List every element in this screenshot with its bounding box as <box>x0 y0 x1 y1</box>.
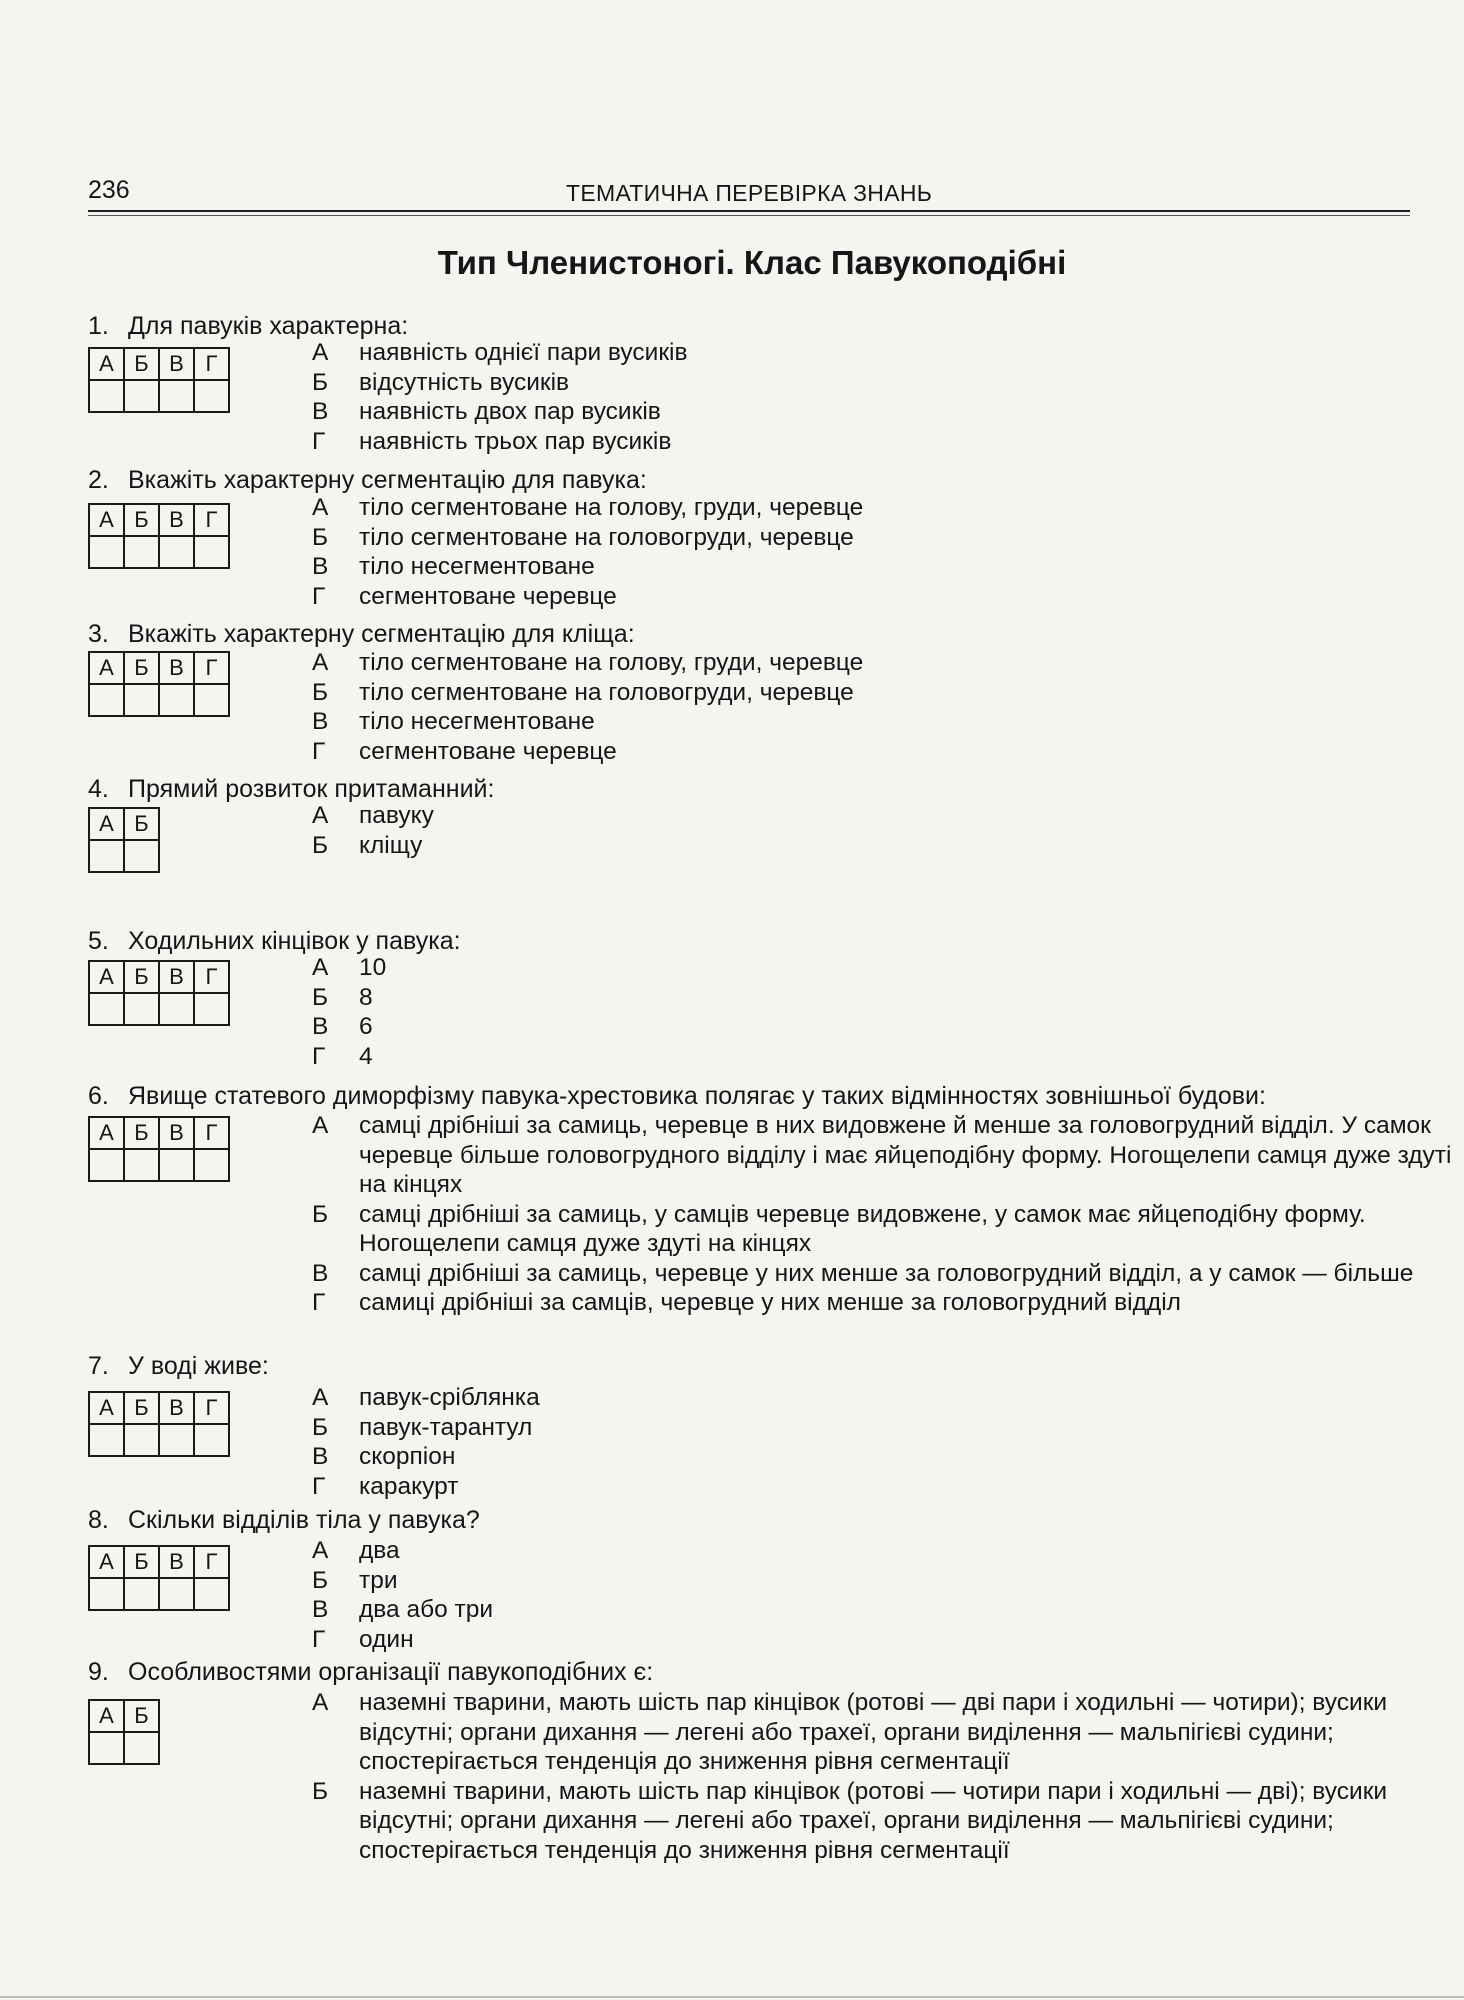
answer-cell[interactable] <box>89 380 124 412</box>
option-text: тіло сегментоване на голову, груди, черевце <box>359 494 864 521</box>
answer-cell[interactable] <box>194 1424 229 1456</box>
option-text: наземні тварини, мають шість пар кінцівок (ротові — дві пари і ходильні — чотири); вусики відсутні; органи дихання — легені або трахеї, органи виділення — мальпігієві судини; спостерігається тенденція до зниження рівня сегментації <box>359 1689 1388 1775</box>
question-text <box>88 1352 269 1381</box>
option-letter: Г <box>312 1042 326 1070</box>
page-number: 236 <box>88 176 130 204</box>
answer-cell[interactable] <box>124 1149 159 1181</box>
question-text <box>88 466 647 495</box>
answer-grid <box>88 1545 230 1611</box>
answer-options <box>312 1536 1464 1654</box>
option-letter: В <box>312 708 329 735</box>
answer-option <box>312 1688 1464 1777</box>
question-number: 3. <box>88 620 109 648</box>
option-text: самиці дрібніші за самців, черевце у них менше за головогрудний відділ <box>359 1289 1181 1316</box>
option-text: павук-сріблянка <box>359 1384 540 1411</box>
answer-cell[interactable] <box>159 536 194 568</box>
answer-cell[interactable] <box>159 1149 194 1181</box>
question-number: 2. <box>88 466 109 494</box>
answer-options <box>312 953 1464 1071</box>
answer-cell[interactable] <box>159 1424 194 1456</box>
answer-grid <box>88 503 230 569</box>
answer-options <box>312 1383 1464 1501</box>
option-letter: Б <box>312 678 329 706</box>
option-text: павук-тарантул <box>359 1413 533 1441</box>
answer-grid-letter: В <box>159 348 194 380</box>
option-text: 4 <box>359 1042 373 1070</box>
option-letter: Б <box>312 1566 329 1594</box>
option-text: сегментоване черевце <box>359 582 617 610</box>
option-text: наземні тварини, мають шість пар кінцівок (ротові — чотири пари і ходильні — дві); вусики відсутні; органи дихання — легені або трахеї, органи виділення — мальпігієві судини; спостерігається тенденція до зниження рівня сегментації <box>359 1777 1388 1864</box>
question-text <box>88 1506 480 1535</box>
question-number: 8. <box>88 1506 109 1534</box>
answer-options <box>312 1688 1464 1865</box>
answer-grid <box>88 651 230 717</box>
question-text <box>88 775 494 804</box>
answer-option <box>312 427 1464 457</box>
answer-grid-letter: А <box>89 961 124 993</box>
answer-option <box>312 523 1464 553</box>
answer-grid <box>88 1391 230 1457</box>
question-number: 9. <box>88 1658 109 1686</box>
option-letter: А <box>312 1112 329 1139</box>
question-text <box>88 312 408 341</box>
answer-grid-letter: Б <box>124 1546 159 1578</box>
answer-grid-letter: В <box>159 504 194 536</box>
answer-grid-letter: Б <box>124 504 159 536</box>
answer-grid-letter: А <box>89 1546 124 1578</box>
answer-cell[interactable] <box>159 993 194 1025</box>
question-number: 1. <box>88 312 109 340</box>
question-prompt: Скільки відділів тіла у павука? <box>128 1506 480 1534</box>
answer-cell[interactable] <box>124 536 159 568</box>
answer-option <box>312 1042 1464 1072</box>
question-prompt: Вкажіть характерну сегментацію для кліща: <box>128 620 635 648</box>
answer-cell[interactable] <box>124 1732 159 1764</box>
question-text <box>88 1658 653 1687</box>
option-letter: Г <box>312 582 326 610</box>
answer-option <box>312 552 1464 582</box>
answer-grid-letter: Г <box>194 1117 229 1149</box>
answer-grid <box>88 960 230 1026</box>
option-letter: Б <box>312 368 329 396</box>
answer-grid-letter: А <box>89 808 124 840</box>
option-text: тіло сегментоване на головогруди, черевце <box>359 678 854 706</box>
option-text: павуку <box>359 802 434 829</box>
answer-option <box>312 1413 1464 1443</box>
option-text: наявність трьох пар вусиків <box>359 427 672 455</box>
answer-grid-letter: Б <box>124 1392 159 1424</box>
answer-option <box>312 801 1464 831</box>
option-letter: А <box>312 494 329 521</box>
answer-option <box>312 397 1464 427</box>
running-title: ТЕМАТИЧНА ПЕРЕВІРКА ЗНАНЬ <box>566 180 933 206</box>
answer-option <box>312 737 1464 767</box>
answer-option <box>312 1200 1464 1259</box>
option-text: тіло несегментоване <box>359 553 595 580</box>
option-text: тіло несегментоване <box>359 708 595 735</box>
option-text: два <box>359 1537 400 1564</box>
option-letter: Г <box>312 1625 326 1653</box>
answer-options <box>312 648 1464 766</box>
answer-option <box>312 1288 1464 1318</box>
option-letter: В <box>312 1596 329 1623</box>
option-letter: Г <box>312 1472 326 1500</box>
option-letter: Б <box>312 1200 329 1228</box>
answer-grid-letter: В <box>159 1117 194 1149</box>
answer-cell[interactable] <box>194 684 229 716</box>
option-text: один <box>359 1625 414 1653</box>
answer-grid <box>88 347 230 413</box>
answer-grid-letter: Г <box>194 961 229 993</box>
answer-option <box>312 493 1464 523</box>
option-letter: Б <box>312 1777 329 1805</box>
option-letter: А <box>312 1689 329 1716</box>
answer-grid-letter: А <box>89 348 124 380</box>
answer-cell[interactable] <box>89 1149 124 1181</box>
answer-grid-letter: В <box>159 1546 194 1578</box>
answer-grid <box>88 1116 230 1182</box>
option-letter: А <box>312 802 329 829</box>
answer-options <box>312 338 1464 456</box>
answer-grid-letter: В <box>159 652 194 684</box>
option-text: три <box>359 1566 398 1594</box>
option-letter: Б <box>312 831 329 859</box>
answer-cell[interactable] <box>159 1578 194 1610</box>
question-number: 4. <box>88 775 109 803</box>
answer-grid-letter: Б <box>124 961 159 993</box>
answer-cell[interactable] <box>194 993 229 1025</box>
option-letter: Г <box>312 427 326 455</box>
answer-cell[interactable] <box>124 840 159 872</box>
answer-option <box>312 707 1464 737</box>
answer-grid-letter: Б <box>124 348 159 380</box>
answer-option <box>312 953 1464 983</box>
option-text: самці дрібніші за самиць, у самців черевце видовжене, у самок має яйцеподібну форму. Ногощелепи самця дуже здуті на кінцях <box>359 1200 1366 1257</box>
question-prompt: Прямий розвиток притаманний: <box>128 775 495 803</box>
answer-grid-letter: Г <box>194 504 229 536</box>
answer-cell[interactable] <box>194 380 229 412</box>
option-letter: А <box>312 649 329 676</box>
option-letter: А <box>312 954 329 981</box>
answer-grid-letter: Г <box>194 1392 229 1424</box>
answer-cell[interactable] <box>194 1578 229 1610</box>
option-text: 10 <box>359 954 387 981</box>
answer-grid-letter: Г <box>194 652 229 684</box>
option-text: тіло сегментоване на головогруди, черевце <box>359 523 854 551</box>
question-prompt: Особливостями організації павукоподібних є: <box>128 1658 654 1686</box>
option-letter: А <box>312 339 329 366</box>
answer-option <box>312 983 1464 1013</box>
answer-option <box>312 1595 1464 1625</box>
answer-cell[interactable] <box>124 993 159 1025</box>
answer-cell[interactable] <box>89 993 124 1025</box>
option-letter: А <box>312 1384 329 1411</box>
answer-cell[interactable] <box>159 684 194 716</box>
answer-options <box>312 493 1464 611</box>
option-letter: Г <box>312 1289 326 1316</box>
answer-grid-letter: А <box>89 652 124 684</box>
option-letter: Г <box>312 737 326 765</box>
section-title: Тип Членистоногі. Клас Павукоподібні <box>437 244 1067 281</box>
question-number: 6. <box>88 1082 109 1110</box>
option-text: наявність двох пар вусиків <box>359 398 661 425</box>
question-text <box>88 1082 1266 1111</box>
answer-cell[interactable] <box>89 1578 124 1610</box>
answer-grid-letter: Г <box>194 1546 229 1578</box>
question-prompt: У воді живе: <box>128 1352 269 1380</box>
option-letter: В <box>312 398 329 425</box>
option-text: самці дрібніші за самиць, черевце в них видовжене й менше за головогрудний відділ. У самок черевце більше головогрудного відділу і має яйцеподібну форму. Ногощелепи самця дуже здуті на кінцях <box>359 1112 1452 1198</box>
answer-options <box>312 801 1464 860</box>
answer-grid-letter: Б <box>124 652 159 684</box>
answer-grid-letter: А <box>89 1392 124 1424</box>
option-text: відсутність вусиків <box>359 368 570 396</box>
question-text <box>88 620 635 649</box>
option-text: два або три <box>359 1596 494 1623</box>
option-text: 6 <box>359 1013 373 1040</box>
question-number: 5. <box>88 927 109 955</box>
answer-grid-letter: Б <box>124 808 159 840</box>
option-text: кліщу <box>359 831 423 859</box>
answer-option <box>312 1442 1464 1472</box>
option-letter: В <box>312 1443 329 1470</box>
answer-grid-letter: А <box>89 504 124 536</box>
option-text: 8 <box>359 983 373 1011</box>
option-text: тіло сегментоване на голову, груди, черевце <box>359 649 864 676</box>
answer-option <box>312 1383 1464 1413</box>
answer-option <box>312 1259 1464 1289</box>
answer-option <box>312 368 1464 398</box>
question-prompt: Для павуків характерна: <box>128 312 409 340</box>
answer-option <box>312 1012 1464 1042</box>
answer-option <box>312 1472 1464 1502</box>
question-prompt: Ходильних кінцівок у павука: <box>128 927 461 955</box>
option-text: наявність однієї пари вусиків <box>359 339 688 366</box>
option-letter: В <box>312 1259 329 1287</box>
answer-option <box>312 1777 1464 1866</box>
option-letter: А <box>312 1537 329 1564</box>
question-number: 7. <box>88 1352 109 1380</box>
answer-option <box>312 831 1464 861</box>
answer-cell[interactable] <box>124 1424 159 1456</box>
answer-cell[interactable] <box>124 1578 159 1610</box>
question-prompt: Вкажіть характерну сегментацію для павука: <box>128 466 647 494</box>
answer-option <box>312 1625 1464 1655</box>
header-rule-thin <box>88 215 1410 216</box>
answer-cell[interactable] <box>194 1149 229 1181</box>
answer-option <box>312 1111 1464 1200</box>
answer-option <box>312 648 1464 678</box>
option-letter: Б <box>312 523 329 551</box>
answer-grid-letter: В <box>159 961 194 993</box>
answer-cell[interactable] <box>89 1424 124 1456</box>
footer-rule <box>0 1996 1464 1998</box>
option-letter: Б <box>312 983 329 1011</box>
answer-grid-letter: Б <box>124 1117 159 1149</box>
question-text <box>88 927 461 956</box>
answer-option <box>312 582 1464 612</box>
answer-option <box>312 338 1464 368</box>
answer-cell[interactable] <box>89 684 124 716</box>
answer-cell[interactable] <box>89 1732 124 1764</box>
answer-cell[interactable] <box>159 380 194 412</box>
answer-cell[interactable] <box>194 536 229 568</box>
option-text: каракурт <box>359 1472 459 1500</box>
answer-cell[interactable] <box>89 536 124 568</box>
answer-option <box>312 678 1464 708</box>
answer-grid-letter: В <box>159 1392 194 1424</box>
option-letter: Б <box>312 1413 329 1441</box>
option-text: скорпіон <box>359 1443 456 1470</box>
answer-grid-letter: Б <box>124 1700 159 1732</box>
answer-grid <box>88 807 160 873</box>
answer-cell[interactable] <box>89 840 124 872</box>
option-letter: В <box>312 1013 329 1040</box>
page-header <box>88 174 1410 210</box>
answer-cell[interactable] <box>124 684 159 716</box>
answer-option <box>312 1536 1464 1566</box>
answer-grid-letter: Г <box>194 348 229 380</box>
option-letter: В <box>312 553 329 580</box>
answer-grid-letter: А <box>89 1117 124 1149</box>
answer-cell[interactable] <box>124 380 159 412</box>
answer-grid-letter: А <box>89 1700 124 1732</box>
answer-option <box>312 1566 1464 1596</box>
header-rule <box>88 210 1410 212</box>
answer-options <box>312 1111 1464 1318</box>
option-text: сегментоване черевце <box>359 737 617 765</box>
answer-grid <box>88 1699 160 1765</box>
option-text: самці дрібніші за самиць, черевце у них менше за головогрудний відділ, а у самок — більше <box>359 1259 1414 1287</box>
question-prompt: Явище статевого диморфізму павука-хрестовика полягає у таких відмінностях зовнішньої будови: <box>128 1082 1266 1110</box>
